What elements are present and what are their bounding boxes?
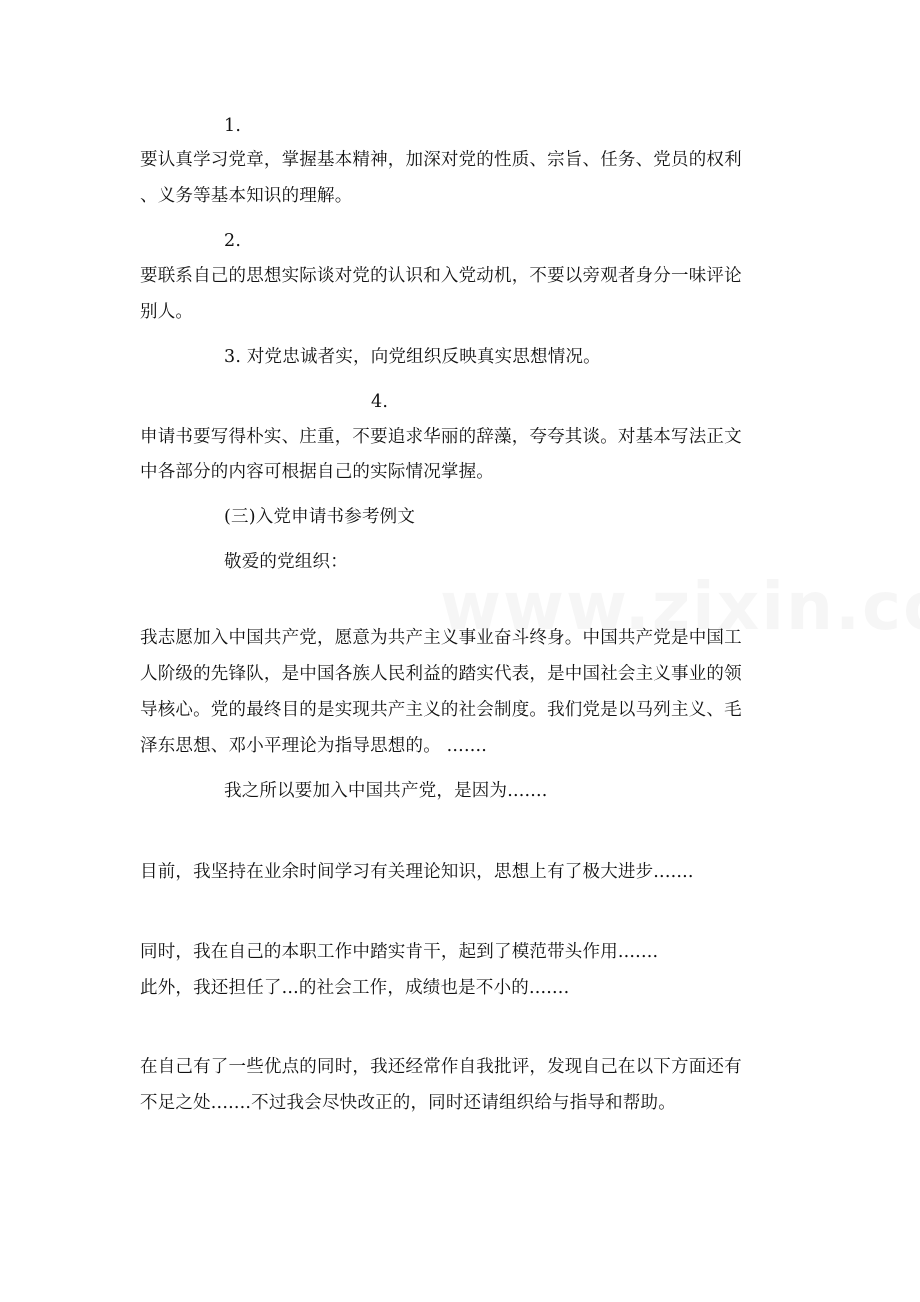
item-4-text-line-2: 中各部分的内容可根据自己的实际情况掌握。 — [140, 462, 494, 482]
body-para-3: 目前，我坚持在业余时间学习有关理论知识，思想上有了极大进步....... — [140, 862, 694, 882]
section-title: (三)入党申请书参考例文 — [224, 507, 416, 527]
body-para-6-line-1: 在自己有了一些优点的同时，我还经常作自我批评，发现自己在以下方面还有 — [140, 1057, 742, 1077]
item-3-text: 3. 对党忠诚者实，向党组织反映真实思想情况。 — [224, 347, 601, 367]
item-number-4: 4. — [371, 392, 389, 412]
body-para-1-line-1: 我志愿加入中国共产党，愿意为共产主义事业奋斗终身。中国共产党是中国工 — [140, 628, 742, 648]
body-para-4: 同时，我在自己的本职工作中踏实肯干，起到了模范带头作用....... — [140, 942, 659, 962]
item-number-2: 2. — [224, 231, 242, 251]
salutation: 敬爱的党组织： — [224, 552, 348, 572]
item-4-text-line-1: 申请书要写得朴实、庄重，不要追求华丽的辞藻，夸夸其谈。对基本写法正文 — [140, 427, 742, 447]
body-para-5: 此外，我还担任了...的社会工作，成绩也是不小的....... — [140, 978, 570, 998]
body-para-1-line-2: 人阶级的先锋队，是中国各族人民利益的踏实代表，是中国社会主义事业的领 — [140, 664, 742, 684]
body-para-2: 我之所以要加入中国共产党，是因为....... — [224, 781, 548, 801]
body-para-1-line-4: 泽东思想、邓小平理论为指导思想的。 ....... — [140, 736, 488, 756]
body-para-1-line-3: 导核心。党的最终目的是实现共产主义的社会制度。我们党是以马列主义、毛 — [140, 700, 742, 720]
body-para-6-line-2: 不足之处.......不过我会尽快改正的，同时还请组织给与指导和帮助。 — [140, 1093, 676, 1113]
item-1-text-line-1: 要认真学习党章，掌握基本精神，加深对党的性质、宗旨、任务、党员的权利 — [140, 150, 742, 170]
item-1-text-line-2: 、义务等基本知识的理解。 — [140, 186, 353, 206]
item-2-text-line-2: 别人。 — [140, 302, 194, 322]
item-number-1: 1. — [224, 116, 242, 136]
item-2-text-line-1: 要联系自己的思想实际谈对党的认识和入党动机，不要以旁观者身分一味评论 — [140, 266, 742, 286]
